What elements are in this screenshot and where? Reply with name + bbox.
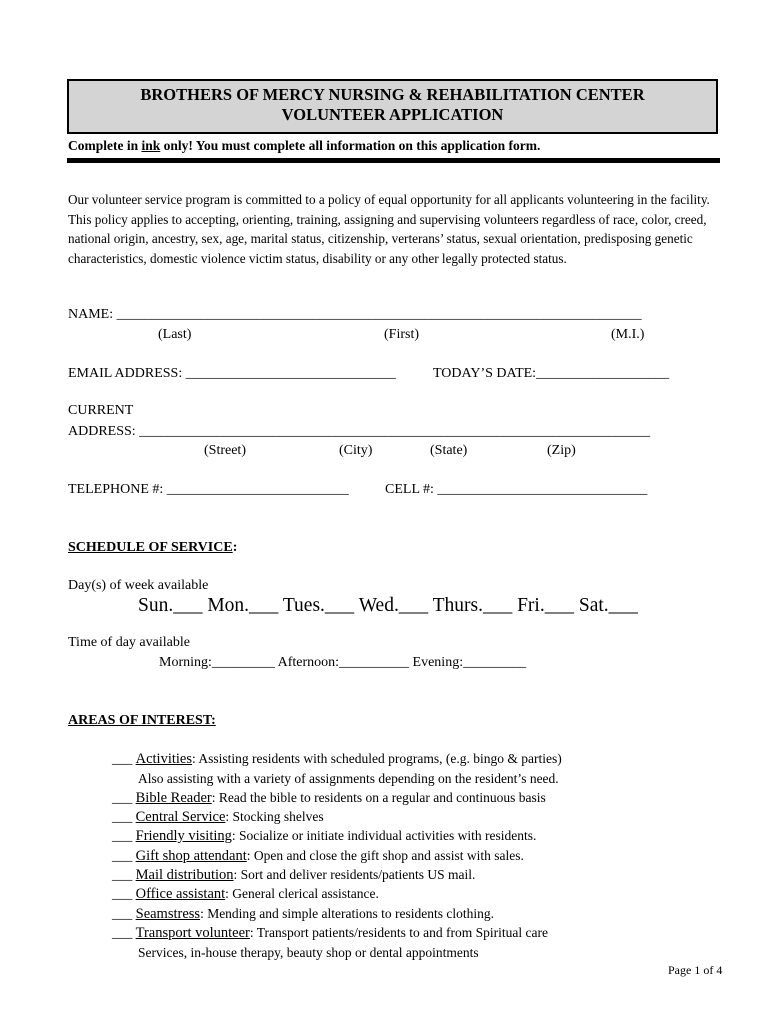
schedule-heading — [68, 540, 237, 556]
time-of-day-field[interactable]: Morning:_________ Afternoon:__________ Evening:_________ — [159, 655, 527, 670]
area-blank[interactable]: ___ — [112, 790, 136, 805]
area-desc: : Mending and simple alterations to residents clothing. — [200, 906, 495, 921]
area-item[interactable] — [112, 809, 324, 826]
days-label: Day(s) of week available — [68, 578, 209, 593]
area-item[interactable] — [112, 925, 548, 942]
page-number: Page 1 of 4 — [668, 963, 723, 977]
name-mi-caption: (M.I.) — [611, 327, 645, 342]
area-item[interactable] — [112, 828, 536, 845]
area-blank[interactable]: ___ — [112, 848, 136, 863]
area-name: Bible Reader — [135, 790, 212, 806]
area-item[interactable] — [112, 906, 494, 923]
todays-date-field[interactable]: TODAY’S DATE:___________________ — [433, 366, 670, 381]
address-field[interactable]: ADDRESS: _________________________________________________________________________ — [68, 424, 651, 439]
area-desc: : Sort and deliver residents/patients US mail. — [233, 867, 476, 882]
instructions — [68, 138, 540, 154]
address-label: CURRENT — [68, 403, 134, 418]
area-name: Transport volunteer — [135, 925, 250, 941]
area-item[interactable] — [112, 751, 562, 768]
area-blank[interactable]: ___ — [112, 751, 136, 766]
area-desc: : Assisting residents with scheduled programs, (e.g. bingo & parties) — [192, 751, 562, 766]
area-desc: : Stocking shelves — [225, 809, 324, 824]
area-name: Activities — [135, 751, 193, 767]
area-name: Office assistant — [135, 886, 226, 902]
address-city-caption: (City) — [339, 443, 373, 458]
telephone-field[interactable]: TELEPHONE #: __________________________ — [68, 482, 349, 497]
area-blank[interactable]: ___ — [112, 809, 136, 824]
address-state-caption: (State) — [430, 443, 468, 458]
area-name: Friendly visiting — [135, 828, 232, 844]
area-item[interactable] — [112, 867, 475, 884]
area-desc: : Read the bible to residents on a regular and continuous basis — [211, 790, 546, 805]
area-name: Seamstress — [135, 906, 201, 922]
area-name: Gift shop attendant — [135, 848, 247, 864]
activities-continuation: Also assisting with a variety of assignments depending on the resident’s need. — [138, 771, 559, 786]
area-blank[interactable]: ___ — [112, 886, 136, 901]
area-name: Central Service — [135, 809, 226, 825]
area-desc: : General clerical assistance. — [225, 886, 379, 901]
area-desc: : Open and close the gift shop and assist with sales. — [246, 848, 524, 863]
header-divider — [67, 158, 720, 163]
policy-statement: Our volunteer service program is committed to a policy of equal opportunity for all applicants volunteering in the facility. This policy applies to accepting, orienting, training, assigning and supervising volunteers regardless of race, color, creed, national origin, ancestry, sex, age, marital status, citizenship, verterans’ status, sexual orientation, predisposing genetic characteristics, domestic violence victim status, disability or any other legally protected status. — [68, 192, 710, 266]
name-field[interactable]: NAME: ___________________________________________________________________________ — [68, 307, 642, 322]
cell-field[interactable]: CELL #: ______________________________ — [385, 482, 648, 497]
name-first-caption: (First) — [384, 327, 419, 342]
instructions-ink: ink — [141, 138, 161, 153]
area-item[interactable] — [112, 790, 546, 807]
email-field[interactable]: EMAIL ADDRESS: ______________________________ — [68, 366, 396, 381]
area-blank[interactable]: ___ — [112, 828, 136, 843]
area-blank[interactable]: ___ — [112, 867, 136, 882]
instructions-after: only! You must complete all information on this application form. — [160, 138, 541, 153]
days-of-week-field[interactable]: Sun.___ Mon.___ Tues.___ Wed.___ Thurs.___ Fri.___ Sat.___ — [138, 595, 638, 616]
schedule-heading-colon: : — [232, 540, 238, 555]
area-desc: : Socialize or initiate individual activities with residents. — [231, 828, 537, 843]
area-name: Mail distribution — [135, 867, 234, 883]
form-title-box — [67, 79, 718, 134]
area-desc: : Transport patients/residents to and from Spiritual care — [249, 925, 548, 940]
area-item[interactable] — [112, 886, 379, 903]
areas-heading: AREAS OF INTEREST: — [68, 713, 216, 728]
facility-name: BROTHERS OF MERCY NURSING & REHABILITATION CENTER — [140, 85, 645, 104]
schedule-heading-text: SCHEDULE OF SERVICE — [68, 540, 233, 555]
form-title: VOLUNTEER APPLICATION — [281, 105, 504, 124]
instructions-before: Complete in — [68, 138, 142, 153]
transport-continuation: Services, in-house therapy, beauty shop or dental appointments — [138, 945, 479, 960]
area-blank[interactable]: ___ — [112, 906, 136, 921]
area-item[interactable] — [112, 848, 524, 865]
name-last-caption: (Last) — [158, 327, 192, 342]
address-street-caption: (Street) — [204, 443, 246, 458]
time-label: Time of day available — [68, 635, 190, 650]
area-blank[interactable]: ___ — [112, 925, 136, 940]
address-zip-caption: (Zip) — [547, 443, 576, 458]
